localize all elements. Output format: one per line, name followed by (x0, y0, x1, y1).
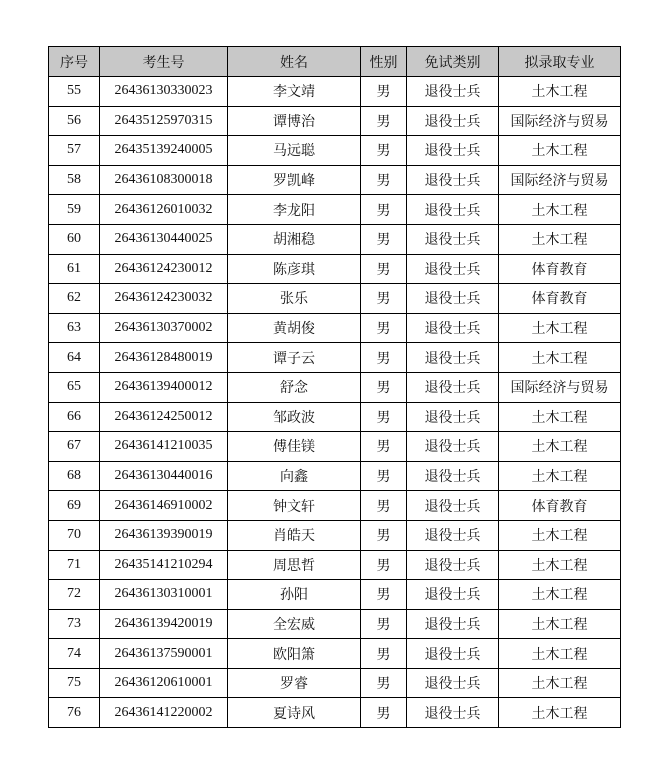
cell-exemption-type: 退役士兵 (407, 254, 499, 284)
cell-exam-no: 26435141210294 (100, 550, 228, 580)
cell-major: 土木工程 (499, 313, 621, 343)
header-name: 姓名 (228, 47, 361, 77)
table-row (49, 609, 621, 639)
cell-major: 国际经济与贸易 (499, 106, 621, 136)
cell-gender: 男 (361, 106, 407, 136)
cell-exemption-type: 退役士兵 (407, 195, 499, 225)
cell-major: 体育教育 (499, 254, 621, 284)
cell-seq-no: 65 (49, 372, 100, 402)
cell-major: 土木工程 (499, 639, 621, 669)
cell-name: 李龙阳 (228, 195, 361, 225)
table-row (49, 165, 621, 195)
cell-exam-no: 26436130330023 (100, 77, 228, 107)
cell-name: 周思哲 (228, 550, 361, 580)
admission-table (48, 46, 621, 728)
table-row (49, 432, 621, 462)
cell-gender: 男 (361, 402, 407, 432)
cell-seq-no: 76 (49, 698, 100, 728)
table-row (49, 550, 621, 580)
cell-seq-no: 68 (49, 461, 100, 491)
cell-gender: 男 (361, 165, 407, 195)
cell-exam-no: 26436130370002 (100, 313, 228, 343)
cell-seq-no: 70 (49, 520, 100, 550)
header-exemption-type: 免试类别 (407, 47, 499, 77)
cell-gender: 男 (361, 195, 407, 225)
cell-major: 国际经济与贸易 (499, 165, 621, 195)
table-row (49, 77, 621, 107)
table-row (49, 402, 621, 432)
header-seq-no: 序号 (49, 47, 100, 77)
cell-exemption-type: 退役士兵 (407, 668, 499, 698)
cell-seq-no: 55 (49, 77, 100, 107)
header-exam-no: 考生号 (100, 47, 228, 77)
cell-name: 孙阳 (228, 580, 361, 610)
cell-major: 土木工程 (499, 461, 621, 491)
cell-exemption-type: 退役士兵 (407, 284, 499, 314)
cell-exemption-type: 退役士兵 (407, 580, 499, 610)
cell-name: 舒念 (228, 372, 361, 402)
cell-name: 谭博治 (228, 106, 361, 136)
table-row (49, 698, 621, 728)
cell-exam-no: 26436124230012 (100, 254, 228, 284)
cell-name: 全宏威 (228, 609, 361, 639)
cell-name: 肖皓天 (228, 520, 361, 550)
cell-exam-no: 26436139400012 (100, 372, 228, 402)
cell-exemption-type: 退役士兵 (407, 550, 499, 580)
cell-major: 土木工程 (499, 609, 621, 639)
cell-exam-no: 26436120610001 (100, 668, 228, 698)
table-row (49, 224, 621, 254)
cell-name: 罗睿 (228, 668, 361, 698)
cell-major: 土木工程 (499, 432, 621, 462)
cell-seq-no: 60 (49, 224, 100, 254)
table-row (49, 106, 621, 136)
cell-exam-no: 26436124250012 (100, 402, 228, 432)
cell-seq-no: 62 (49, 284, 100, 314)
cell-gender: 男 (361, 668, 407, 698)
cell-gender: 男 (361, 520, 407, 550)
cell-exemption-type: 退役士兵 (407, 136, 499, 166)
cell-exemption-type: 退役士兵 (407, 77, 499, 107)
table-body (49, 77, 621, 728)
cell-exam-no: 26436128480019 (100, 343, 228, 373)
cell-gender: 男 (361, 313, 407, 343)
cell-name: 张乐 (228, 284, 361, 314)
table-row (49, 580, 621, 610)
table-row (49, 520, 621, 550)
cell-name: 罗凯峰 (228, 165, 361, 195)
cell-exemption-type: 退役士兵 (407, 165, 499, 195)
cell-major: 土木工程 (499, 224, 621, 254)
cell-gender: 男 (361, 639, 407, 669)
cell-gender: 男 (361, 284, 407, 314)
table-row (49, 491, 621, 521)
header-gender: 性别 (361, 47, 407, 77)
cell-gender: 男 (361, 580, 407, 610)
cell-exam-no: 26436139390019 (100, 520, 228, 550)
cell-exemption-type: 退役士兵 (407, 639, 499, 669)
cell-major: 土木工程 (499, 77, 621, 107)
cell-exam-no: 26436137590001 (100, 639, 228, 669)
cell-name: 马远聪 (228, 136, 361, 166)
cell-gender: 男 (361, 77, 407, 107)
cell-name: 邹政波 (228, 402, 361, 432)
cell-seq-no: 64 (49, 343, 100, 373)
cell-major: 土木工程 (499, 520, 621, 550)
table-row (49, 461, 621, 491)
cell-exam-no: 26436141210035 (100, 432, 228, 462)
cell-exemption-type: 退役士兵 (407, 609, 499, 639)
cell-seq-no: 72 (49, 580, 100, 610)
table-row (49, 284, 621, 314)
table-row (49, 254, 621, 284)
cell-seq-no: 59 (49, 195, 100, 225)
table-row (49, 136, 621, 166)
cell-exemption-type: 退役士兵 (407, 402, 499, 432)
cell-seq-no: 73 (49, 609, 100, 639)
cell-name: 傅佳镁 (228, 432, 361, 462)
cell-gender: 男 (361, 550, 407, 580)
cell-gender: 男 (361, 609, 407, 639)
cell-gender: 男 (361, 254, 407, 284)
cell-seq-no: 66 (49, 402, 100, 432)
cell-seq-no: 58 (49, 165, 100, 195)
cell-exemption-type: 退役士兵 (407, 343, 499, 373)
cell-exam-no: 26436141220002 (100, 698, 228, 728)
cell-exemption-type: 退役士兵 (407, 520, 499, 550)
cell-name: 李文靖 (228, 77, 361, 107)
cell-exemption-type: 退役士兵 (407, 432, 499, 462)
cell-gender: 男 (361, 224, 407, 254)
cell-exam-no: 26436130310001 (100, 580, 228, 610)
table-header (49, 47, 621, 77)
cell-gender: 男 (361, 432, 407, 462)
cell-name: 胡湘稳 (228, 224, 361, 254)
cell-exemption-type: 退役士兵 (407, 698, 499, 728)
table-row (49, 639, 621, 669)
cell-exemption-type: 退役士兵 (407, 491, 499, 521)
cell-seq-no: 69 (49, 491, 100, 521)
cell-name: 黄胡俊 (228, 313, 361, 343)
table-row (49, 313, 621, 343)
cell-gender: 男 (361, 698, 407, 728)
cell-exam-no: 26436130440016 (100, 461, 228, 491)
cell-major: 体育教育 (499, 491, 621, 521)
table-row (49, 343, 621, 373)
table-row (49, 668, 621, 698)
cell-exam-no: 26436124230032 (100, 284, 228, 314)
cell-name: 夏诗风 (228, 698, 361, 728)
cell-exam-no: 26436108300018 (100, 165, 228, 195)
cell-seq-no: 63 (49, 313, 100, 343)
cell-seq-no: 74 (49, 639, 100, 669)
cell-seq-no: 71 (49, 550, 100, 580)
cell-exam-no: 26436146910002 (100, 491, 228, 521)
cell-exam-no: 26436130440025 (100, 224, 228, 254)
table-row (49, 372, 621, 402)
header-major: 拟录取专业 (499, 47, 621, 77)
cell-gender: 男 (361, 343, 407, 373)
cell-seq-no: 61 (49, 254, 100, 284)
cell-major: 国际经济与贸易 (499, 372, 621, 402)
cell-exam-no: 26435125970315 (100, 106, 228, 136)
cell-seq-no: 56 (49, 106, 100, 136)
cell-major: 土木工程 (499, 343, 621, 373)
cell-exam-no: 26435139240005 (100, 136, 228, 166)
cell-exam-no: 26436139420019 (100, 609, 228, 639)
cell-name: 陈彦琪 (228, 254, 361, 284)
cell-seq-no: 57 (49, 136, 100, 166)
cell-major: 土木工程 (499, 195, 621, 225)
table-row (49, 195, 621, 225)
cell-gender: 男 (361, 136, 407, 166)
cell-exemption-type: 退役士兵 (407, 461, 499, 491)
cell-major: 土木工程 (499, 580, 621, 610)
cell-gender: 男 (361, 491, 407, 521)
cell-major: 土木工程 (499, 698, 621, 728)
cell-exam-no: 26436126010032 (100, 195, 228, 225)
cell-gender: 男 (361, 461, 407, 491)
cell-gender: 男 (361, 372, 407, 402)
cell-exemption-type: 退役士兵 (407, 313, 499, 343)
cell-exemption-type: 退役士兵 (407, 224, 499, 254)
cell-exemption-type: 退役士兵 (407, 106, 499, 136)
cell-major: 土木工程 (499, 550, 621, 580)
cell-name: 钟文轩 (228, 491, 361, 521)
cell-name: 向鑫 (228, 461, 361, 491)
cell-major: 土木工程 (499, 402, 621, 432)
header-row (49, 47, 621, 77)
cell-name: 谭子云 (228, 343, 361, 373)
cell-seq-no: 75 (49, 668, 100, 698)
cell-name: 欧阳箫 (228, 639, 361, 669)
cell-major: 体育教育 (499, 284, 621, 314)
cell-major: 土木工程 (499, 136, 621, 166)
cell-major: 土木工程 (499, 668, 621, 698)
cell-seq-no: 67 (49, 432, 100, 462)
cell-exemption-type: 退役士兵 (407, 372, 499, 402)
